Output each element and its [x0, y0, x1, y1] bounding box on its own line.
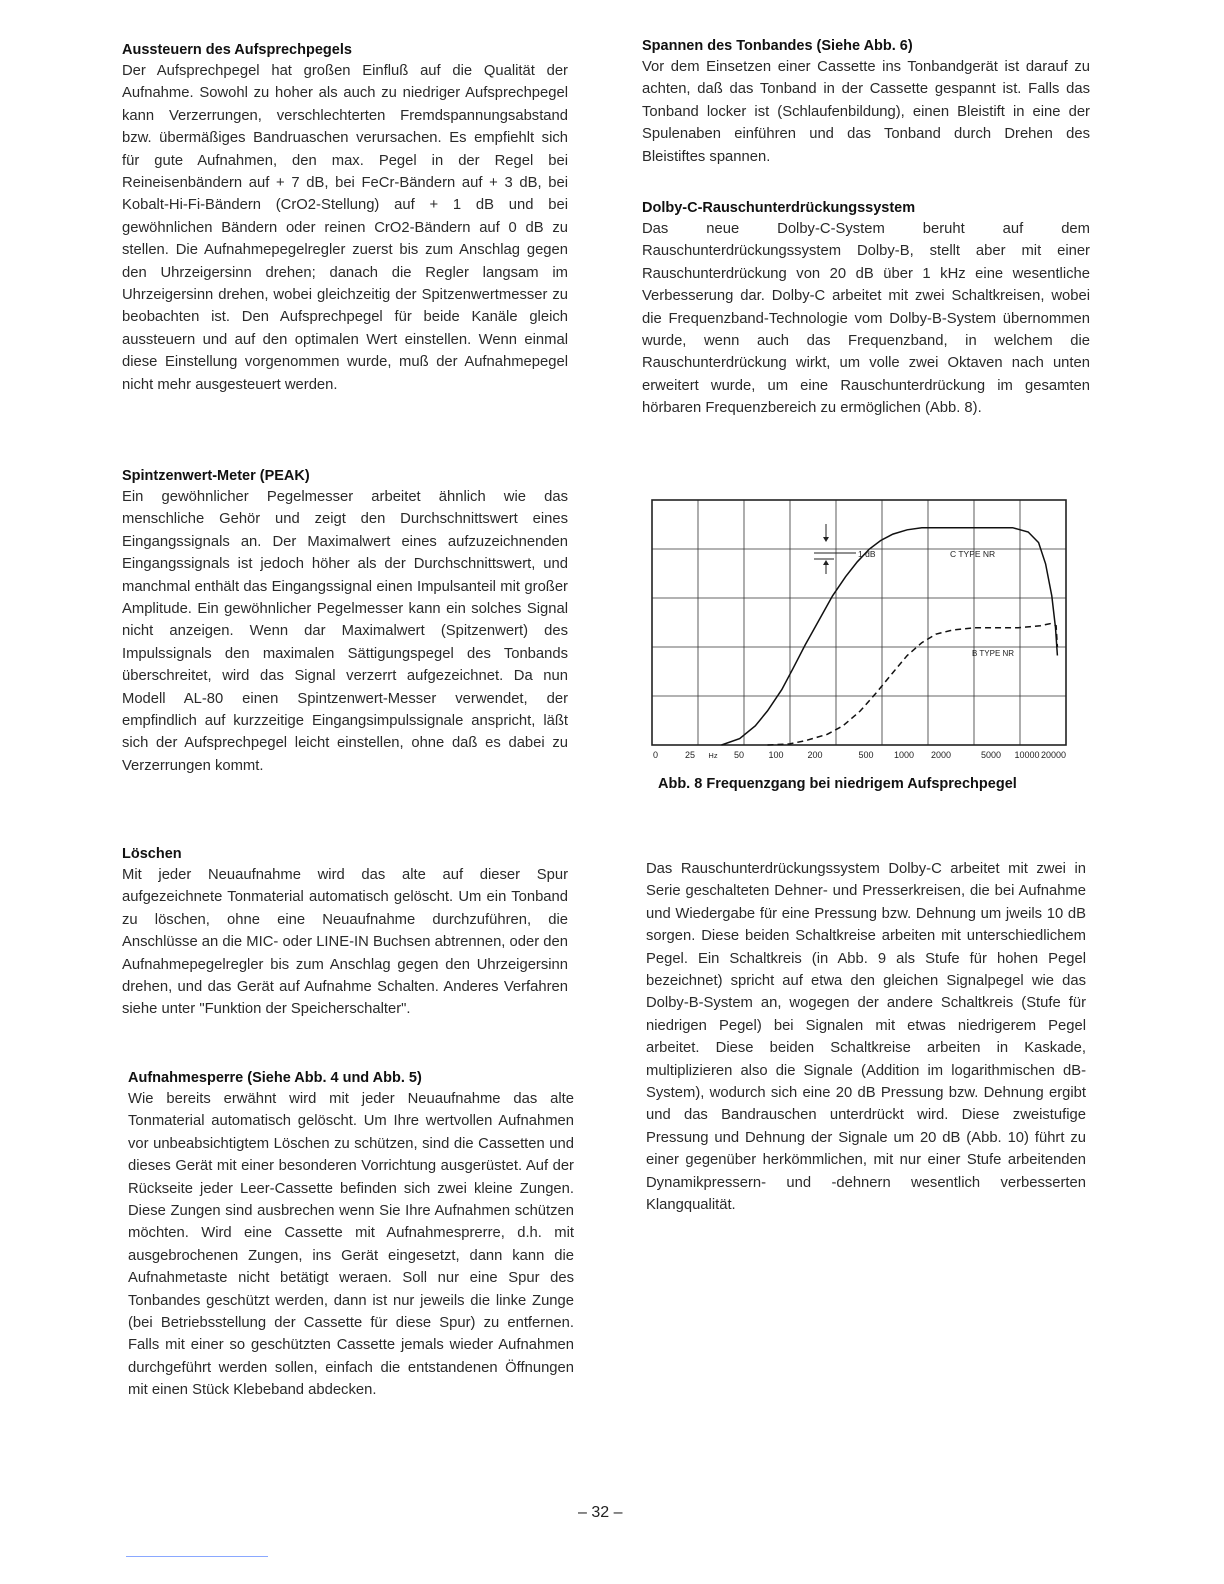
section-text: Das Rauschunterdrückungssystem Dolby-C arbeitet mit zwei in Serie geschalteten Dehner- und Presserkreisen, die bei Aufnahme und Wiedergabe für eine Pressung bzw. Dehnung um jweils 10 dB sorgen. Diese beiden Schaltkreise arbeiten mit unterschiedlichem Pegel. Ein Schaltkreis (in Abb. 9 als Stufe für hohen Pegel bezeichnet) spricht auf etwa den gleichen Signalpegel wie das Dolby-B-System an, wogegen der andere Schaltkreis (Stufe für niedrigen Pegel) bei Signalen mit etwas niedrigerem Pegel arbeitet. Diese beiden Schaltkreise arbeiten in Kaskade, multiplizieren also die Signale (Addition im logarithmischen dB-System), wodurch sich eine 20 dB Pressung bzw. Dehnung ergibt und das Bandrauschen unterdrückt wird. Diese zweistufige Pressung und Dehnung der Signale um 20 dB (Abb. 10) führt zu einer gegenüber herkömmlichen, mit nur einer Stufe arbeitenden Dynamikpressern- und -dehnern wesentlich verbesserten Klangqualität.: [646, 861, 1086, 1214]
section-text: Das neue Dolby-C-System beruht auf dem Rauschunterdrückungssystem Dolby-B, stellt aber mit einer Rauschunterdrückung von 20 dB über 1 kHz eine wesentliche Verbesserung dar. Dolby-C arbeitet mit zwei Schaltkreisen, wobei die Frequenzband-Technologie vom Dolby-B-System übernommen wurde, wenn auch das Frequenzband, in welchem die Rauschunterdrückung wirkt, um volle zwei Oktaven nach unten erweitert wurde, um eine Rauschunterdrückung im gesamten hörbaren Frequenzbereich zu ermöglichen (Abb. 8).: [642, 221, 1090, 417]
x-tick-label: 0: [653, 750, 659, 760]
x-tick-label: 1000: [893, 750, 915, 760]
section-loeschen: [122, 844, 568, 1021]
db-marker-label: 1 dB: [858, 549, 876, 559]
section-dolby-c: [642, 198, 1090, 420]
x-tick-label: 100: [768, 750, 784, 760]
x-tick-label: Hz: [708, 751, 718, 760]
series-line-b-type: [768, 624, 1058, 745]
chart-frame: [652, 500, 1066, 745]
section-heading: Spannen des Tonbandes (Siehe Abb. 6): [642, 38, 913, 54]
x-tick-label: 50: [733, 750, 745, 760]
series-label-c-type: C TYPE NR: [950, 549, 996, 559]
section-heading: Löschen: [122, 846, 182, 862]
section-dolby-c-continued: [646, 858, 1086, 1217]
frequency-response-chart: [644, 496, 1084, 768]
x-tick-label: 10000: [1014, 750, 1040, 760]
section-text: Mit jeder Neuaufnahme wird das alte auf dieser Spur aufgezeichnete Tonmaterial automatisch gelöscht. Um ein Tonband zu löschen, ohne eine Neuaufnahme durchzuführen, die Anschlüsse an die MIC- oder LINE-IN Buchsen abtrennen, oder den Aufnahmepegelregler bis zum Anschlag gegen den Uhrzeigersinn drehen, und das Gerät auf Aufnahme Schalten. Anderes Verfahren siehe unter "Funktion der Speicherschalter".: [122, 867, 568, 1018]
chart-series-group: [722, 528, 1058, 745]
section-spannen: [642, 36, 1090, 168]
series-label-b-type: B TYPE NR: [972, 649, 1015, 658]
section-aussteuern: [122, 40, 568, 396]
series-line-c-type: [722, 528, 1058, 745]
chart-grid: [652, 500, 1066, 745]
x-tick-label: 2000: [930, 750, 952, 760]
chart-x-ticks: [653, 750, 1066, 760]
x-tick-label: 25: [684, 750, 696, 760]
section-heading: Dolby-C-Rauschunterdrückungssystem: [642, 200, 916, 216]
section-text: Der Aufsprechpegel hat großen Einfluß auf die Qualität der Aufnahme. Sowohl zu hoher als auch zu niedriger Aufsprechpegel kann Verzerrungen, verschlechterten Fremdspannungsabstand bzw. übermäßiges Bandruaschen verursachen. Es empfiehlt sich für gute Aufnahmen, den max. Pegel in der Regel bei Reineisenbändern auf + 7 dB, bei FeCr-Bändern auf + 3 dB, bei Kobalt-Hi-Fi-Bändern (CrO2-Stellung) auf + 1 dB und bei gewöhnlichen Bändern oder reinen CrO2-Bändern auf 0 dB zu stellen. Die Aufnahmepegelregler zuerst bis zum Anschlag gegen den Uhrzeigersinn drehen; danach die Regler langsam im Uhrzeigersinn drehen, wobei gleichzeitig der Spitzenwertmesser zu beobachten ist. Den Aufsprechpegel für beide Kanäle gleich aussteuern und auf den optimalen Wert einstellen. Wenn einmal diese Einstellung vorgenommen wurde, muß der Aufnahmepegel nicht mehr ausgesteuert werden.: [122, 63, 568, 393]
chart-series-labels: [950, 549, 1014, 658]
x-tick-label: 500: [858, 750, 874, 760]
section-text: Wie bereits erwähnt wird mit jeder Neuaufnahme das alte Tonmaterial automatisch gelöscht. Um Ihre wertvollen Aufnahmen vor unbeabsichtigtem Löschen zu schützen, sind die Cassetten und dieses Gerät mit einer besonderen Vorrichtung ausgerüstet. Auf der Rückseite jeder Leer-Cassette befinden sich zwei kleine Zungen. Diese Zungen sind ausbrechen wenn Sie Ihre Aufnahmen schützen möchten. Wird eine Cassette mit Aufnahmesprerre, d.h. mit ausgebrochenen Zungen, ins Gerät eingesetzt, dann kann die Aufnahmetaste nicht betätigt weraen. Soll nur eine Spur des Tonbandes geschützt werden, dann ist nur jeweils die linke Zunge (bei Betriebsstellung der Cassette für diese Spur) zu entfernen. Falls mit einer so geschützten Cassette jemals wieder Aufnahmen durchgeführt werden sollen, einfach die entstandenen Öffnungen mit einen Stück Klebeband abdecken.: [128, 1091, 574, 1399]
x-tick-label: 20000: [1040, 750, 1066, 760]
footer-rule: [126, 1556, 268, 1557]
section-text: Vor dem Einsetzen einer Cassette ins Tonbandgerät ist darauf zu achten, daß das Tonband in der Cassette gespannt ist. Falls das Tonband locker ist (Schlaufenbildung), einen Bleistift in eine der Spulenaben einführen und das Tonband durch Drehen des Bleistiftes spannen.: [642, 59, 1090, 165]
section-aufnahmesperre: [128, 1068, 574, 1402]
section-text: Ein gewöhnlicher Pegelmesser arbeitet ähnlich wie das menschliche Gehör und zeigt den Durchschnittswert eines Eingangssignals an. Der Maximalwert eines aufzuzeichnenden Eingangssignals ist jedoch höher als der Durchschnittswert, und manchmal enthält das Eingangssignal einen Impulsanteil mit großer Amplitude. Ein gewöhnlicher Pegelmesser kann ein solches Signal nicht anzeigen. Wenn dar Maximalwert (Spitzenwert) des Impulssignals den maximalen Sättigungspegel des Tonbands überschreitet, wird das Signal verzerrt aufgezeichnet. Da nun Modell AL-80 einen Spintzenwert-Messer verwendet, der empfindlich auf kurzzeitige Eingangsimpulssignale anspricht, läßt sich der Aufsprechpegel leicht einstellen, ohne daß es dabei zu Verzerrungen kommt.: [122, 489, 568, 774]
section-peak-meter: [122, 466, 568, 777]
page-number: – 32 –: [578, 1504, 623, 1521]
x-tick-label: 200: [807, 750, 823, 760]
chart-caption: Abb. 8 Frequenzgang bei niedrigem Aufsprechpegel: [658, 776, 1017, 792]
section-heading: Aufnahmesperre (Siehe Abb. 4 und Abb. 5): [128, 1070, 422, 1086]
section-heading: Spintzenwert-Meter (PEAK): [122, 468, 310, 484]
x-tick-label: 5000: [980, 750, 1002, 760]
section-heading: Aussteuern des Aufsprechpegels: [122, 42, 352, 58]
